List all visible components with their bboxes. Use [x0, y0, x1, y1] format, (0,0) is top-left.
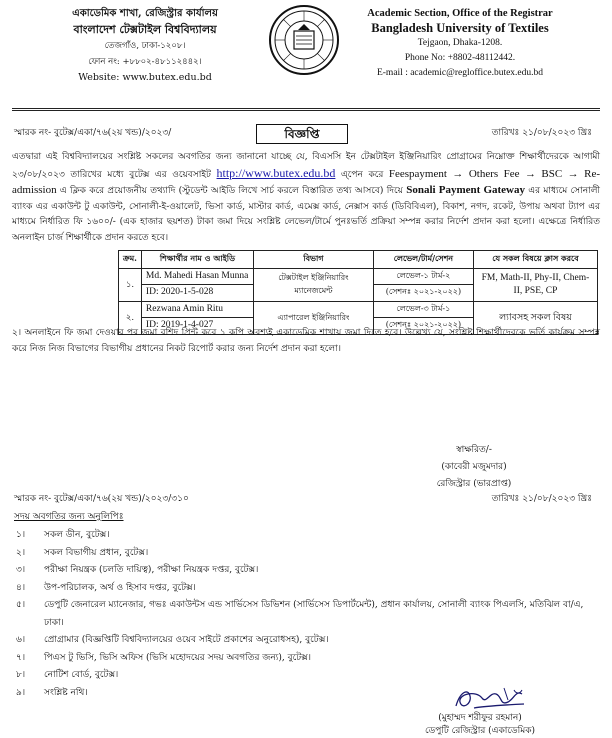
list-item: ৮। নোটিশ বোর্ড, বুটেক্স।	[16, 670, 119, 680]
row-courses: FM, Math-II, Phy-II, Chem-II, PSE, CP	[473, 269, 597, 302]
registrar-signature-block	[414, 442, 534, 493]
level-term: লেভেল-১ টার্ম-২	[374, 269, 473, 285]
table-header-row	[119, 251, 598, 269]
row-department: টেক্সটাইল ইঞ্জিনিয়ারিং ম্যানেজমেন্ট	[253, 269, 373, 302]
header-english	[350, 6, 570, 81]
col-department: বিভাগ	[253, 251, 373, 269]
list-item: ৬। প্রোগ্রামার (বিজ্ঞপ্তিটি বিশ্ববিদ্যালয়ের ওয়েব সাইটে প্রকাশের অনুরোধসহ), বুটেক্স।	[16, 635, 329, 645]
col-courses: যে সকল বিষয়ে ক্লাস করবে	[473, 251, 597, 269]
col-student: শিক্ষার্থীর নাম ও আইডি	[141, 251, 253, 269]
list-item: ২। সকল বিভাগীয় প্রধান, বুটেক্স।	[16, 547, 149, 558]
row-student	[141, 269, 253, 302]
payment-gateway-name: Sonali Payment Gateway	[406, 184, 525, 196]
header-website[interactable]: Website: www.butex.edu.bd	[78, 72, 212, 83]
para1-part3: এ ক্লিক করে প্রয়োজনীয় তথ্যাদি (স্টুডেন্ট আইডি লিখে সার্চ করলে বিস্তারিত তথ্য আসবে) দিয়ে	[56, 186, 407, 196]
level-term: লেভেল-৩ টার্ম-১	[374, 302, 473, 318]
header-bangla-line1: একাডেমিক শাখা, রেজিস্ট্রার কার্যালয়	[72, 8, 218, 19]
copy-to-heading: সদয় অবগতির জন্য অনুলিপিঃ	[14, 512, 124, 522]
header-divider	[12, 108, 600, 109]
list-item: ৭। পিএস টু ভিসি, ভিসি অফিস (ভিসি মহোদয়ের সদয় অবগতির জন্য), বুটেক্স।	[16, 652, 311, 663]
col-serial: ক্রম.	[119, 251, 142, 269]
memo-date-2: তারিখঃ ২১/০৮/২০২৩ খ্রিঃ	[491, 494, 592, 504]
row-department: এ্যাপারেল ইঞ্জিনিয়ারিং	[253, 302, 373, 335]
student-name: Rezwana Amin Ritu	[142, 302, 253, 318]
memo-number-2: স্মারক নং- বুটেক্স/একা/৭৬(২য় খন্ড)/২০২৩/৩১০	[14, 494, 189, 504]
row-serial: ১.	[119, 269, 142, 302]
para1-part4: এর মাধ্যমে সোনালী ব্যাংক এর একাউন্ট টু একাউন্ট, সোনালী-ই-ওয়ালেট, ভিসা কার্ড, মাস্টার কার্ড, এমেক্স কার্ড, নেক্সাস কার্ড (ডিবিবিএল), বিকাশ, নগদ, রকেট, উপায় অথবা ট্যাপ এর মাধ্যমে নির্ধারিত ফি ১৬০০/- (এক হাজার ছয়শত) টাকা জমা দিয়ে সংশ্লিষ্ট লেভেল/টার্মে পুনঃভর্তি প্রক্রিয়া সম্পন্ন করার নির্দেশ প্রদান করা হলো। এক্ষেত্রে নির্ধারিত অনলাইন চার্জ শিক্ষার্থীকে প্রদান করতে হবে।	[12, 186, 600, 243]
copy-to-list	[14, 527, 594, 702]
university-logo-icon	[268, 4, 340, 76]
header-english-line1: Academic Section, Office of the Registrar	[367, 8, 553, 19]
header-english-phone: Phone No: +8802-48112442.	[404, 53, 516, 63]
registrar-designation: রেজিস্ট্রার (ভারপ্রাপ্ত)	[436, 479, 512, 489]
header-english-email[interactable]: E-mail : academic@regloffice.butex.edu.bd	[376, 68, 544, 78]
payment-path: Feespayment → Others Fee → BSC → Re-admission	[12, 167, 600, 196]
notice-paragraph-1	[12, 150, 600, 246]
para1-part2: এ্পেন করে	[335, 169, 389, 180]
row-courses: ল্যাবসহ সকল বিষয়	[473, 302, 597, 335]
deputy-registrar-text	[410, 712, 550, 738]
row-level	[373, 269, 473, 302]
header-bangla-phone: ফোন নং: +৮৮০২-৪৮১১২৪৪২।	[88, 57, 202, 67]
notice-title: বিজ্ঞপ্তি	[256, 124, 348, 144]
header-bangla-university: বাংলাদেশ টেক্সটাইল বিশ্ববিদ্যালয়	[73, 23, 217, 36]
header-divider-2	[12, 110, 600, 111]
list-item: ১। সকল ডীন, বুটেক্স।	[16, 530, 110, 540]
student-name: Md. Mahedi Hasan Munna	[142, 269, 253, 285]
student-table	[118, 250, 598, 335]
row-serial: ২.	[119, 302, 142, 335]
col-level-term: লেভেল/টার্ম/সেশন	[373, 251, 473, 269]
student-id: ID: 2019-1-4-027	[145, 320, 214, 330]
header-english-address: Tejgaon, Dhaka-1208.	[417, 38, 503, 48]
student-id: ID: 2020-1-5-028	[145, 287, 214, 297]
session: (সেশনঃ ২০২১-২০২২)	[385, 320, 462, 329]
website-link[interactable]: http://www.butex.edu.bd	[216, 165, 336, 180]
deputy-registrar-designation: ডেপুটি রেজিস্ট্রার (একাডেমিক)	[424, 726, 536, 736]
list-item: ৩। পরীক্ষা নিয়ন্ত্রক (চলতি দায়িত্ব), পরীক্ষা নিয়ন্ত্রক দপ্তর, বুটেক্স।	[16, 565, 259, 575]
deputy-registrar-signature-block	[404, 684, 554, 736]
session: (সেশনঃ ২০২১-২০২২)	[385, 287, 462, 296]
para1-part1: এতদ্বারা এই বিশ্ববিদ্যালয়ের সংশ্লিষ্ট সকলের অবগতির জন্য জানানো যাচ্ছে যে, বিএসসি ইন টেক্সটাইল ইঞ্জিনিয়ারিং প্রোগ্রামের নিম্নোক্ত শিক্ষার্থীদেরকে আগামী ২৩/০৮/২০২৩ তারিখের মধ্যে বুটেক্স এর ওয়েবসাইট	[12, 152, 600, 180]
signed-mark: স্বাক্ষরিত/-	[456, 445, 492, 455]
memo-date: তারিখঃ ২১/০৮/২০২৩ খ্রিঃ	[491, 128, 592, 138]
notice-paragraph-2: ২। অনলাইনে ফি জমা দেওয়ার পর জমা রশিদ প্রিন্ট করে ১ কপি অবশ্যই একাডেমিক শাখায় জমা দিতে হবে। উল্লেখ্য যে, সংশ্লিষ্ট শিক্ষার্থীদেরকে ভর্তি কার্যক্রম সম্পন্ন করে নিজ নিজ বিভাগের বিভাগীয় প্রধানের নিকট রিপোর্ট করার জন্য নির্দেশ প্রদান করা হলো।	[12, 328, 600, 354]
memo-number: স্মারক নং- বুটেক্স/একা/৭৬(২য় খন্ড)/২০২৩/	[14, 128, 172, 138]
deputy-registrar-name: (মুহাম্মদ শরীফুর রহমান)	[438, 713, 522, 723]
list-item: ৫। ডেপুটি জেনারেল ম্যানেজার, গভঃ একাউন্টস এন্ড সার্ভিসেস ডিভিশন (সার্ভিসেস ডিপার্টমেন্ট), প্রধান কার্যালয়, সোনালী ব্যাংক পিএলসি, মতিঝিল বা/এ, ঢাকা।	[16, 600, 584, 628]
list-item: ৯। সংশ্লিষ্ট নথি।	[16, 687, 88, 698]
header-english-university: Bangladesh University of Textiles	[371, 21, 549, 35]
header-bangla-address: তেজগাঁও, ঢাকা-১২০৮।	[104, 41, 186, 51]
registrar-name: (কাবেরী মজুমদার)	[441, 462, 507, 472]
table-row	[119, 269, 598, 302]
header-bangla	[40, 6, 250, 86]
list-item: ৪। উপ-পরিচালক, অর্থ ও হিসাব দপ্তর, বুটেক্স।	[16, 582, 196, 593]
